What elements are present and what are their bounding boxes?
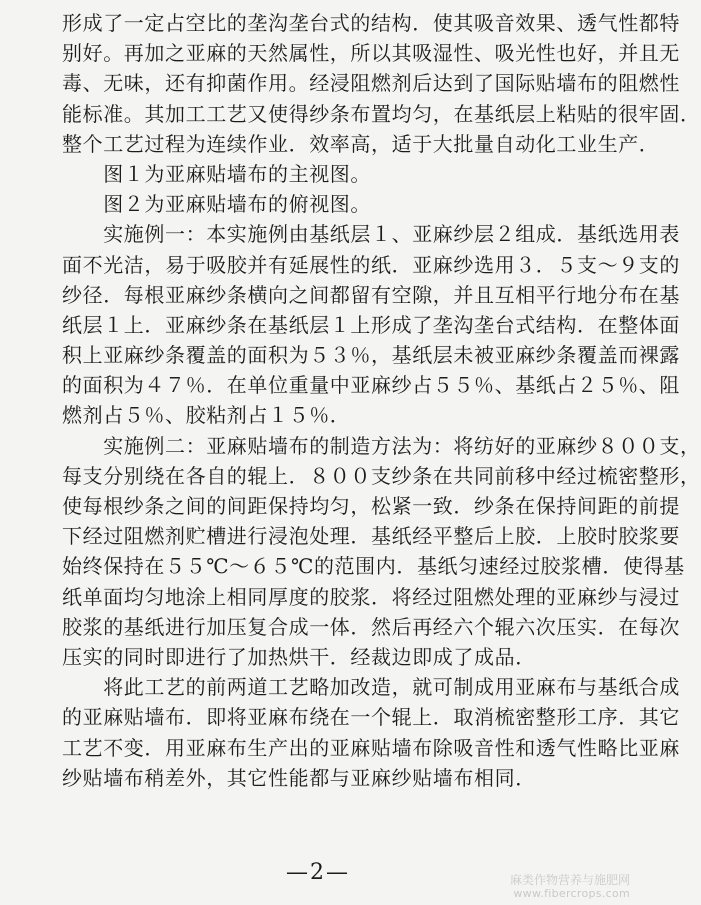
text-line: 实施例一：本实施例由基纸层１、亚麻纱层２组成．基纸选用表 <box>62 222 680 247</box>
text-line: 始终保持在５５℃～６５℃的范围内．基纸匀速经过胶浆槽．使得基 <box>62 554 685 579</box>
text-line: 的亚麻贴墙布．即将亚麻布绕在一个辊上．取消梳密整形工序．其它 <box>62 705 680 730</box>
text-line: 别好。再加之亚麻的天然属性，所以其吸湿性、吸光性也好，并且无 <box>62 41 680 66</box>
text-line: 图１为亚麻贴墙布的主视图。 <box>62 161 371 186</box>
text-line: 燃剂占５％、胶粘剂占１５％． <box>62 403 351 428</box>
text-line: 图２为亚麻贴墙布的俯视图。 <box>62 192 371 217</box>
text-line: 实施例二：亚麻贴墙布的制造方法为：将纺好的亚麻纱８００支， <box>62 433 701 458</box>
text-line: 纱径．每根亚麻纱条横向之间都留有空隙，并且互相平行地分布在基 <box>62 282 680 307</box>
text-line: 每支分别绕在各自的辊上．８００支纱条在共同前移中经过梳密整形， <box>62 463 701 488</box>
text-line: 胶浆的基纸进行加压复合成一体．然后再经六个辊六次压实．在每次 <box>62 614 680 639</box>
text-line: 面不光洁，易于吸胶并有延展性的纸．亚麻纱选用３．５支～９支的 <box>62 252 680 277</box>
text-line: 将此工艺的前两道工艺略加改造，就可制成用亚麻布与基纸合成 <box>62 675 680 700</box>
text-line: 积上亚麻纱条覆盖的面积为５３％，基纸层未被亚麻纱条覆盖而裸露 <box>62 343 680 368</box>
text-line: 压实的同时即进行了加热烘干．经裁边即成了成品． <box>62 644 536 669</box>
text-line: 纸层１上．亚麻纱条在基纸层１上形成了垄沟垄台式结构．在整体面 <box>62 312 680 337</box>
text-line: 毒、无味，还有抑菌作用。经浸阻燃剂后达到了国际贴墙布的阻燃性 <box>62 71 680 96</box>
page-number: —2— <box>286 860 350 885</box>
watermark <box>510 873 630 901</box>
text-line: 纸单面均匀地涂上相同厚度的胶浆．将经过阻燃处理的亚麻纱与浸过 <box>62 584 680 609</box>
text-line: 下经过阻燃剂贮槽进行浸泡处理．基纸经平整后上胶．上胶时胶浆要 <box>62 524 680 549</box>
text-line: 工艺不变．用亚麻布生产出的亚麻贴墙布除吸音性和透气性略比亚麻 <box>62 735 680 760</box>
text-line: 使每根纱条之间的间距保持均匀，松紧一致．纱条在保持间距的前提 <box>62 494 680 518</box>
text-line: 整个工艺过程为连续作业．效率高，适于大批量自动化工业生产． <box>62 131 660 156</box>
text-line: 能标准。其加工工艺又使得纱条布置均匀，在基纸层上粘贴的很牢固． <box>62 101 701 126</box>
text-line: 形成了一定占空比的垄沟垄台式的结构．使其吸音效果、透气性都特 <box>62 11 680 35</box>
text-line: 纱贴墙布稍差外，其它性能都与亚麻纱贴墙布相同． <box>62 765 536 790</box>
watermark-url: www.fibercrops.com <box>513 887 630 900</box>
watermark-title: 麻类作物营养与施肥网 <box>509 873 630 887</box>
body-text <box>62 8 701 793</box>
text-line: 的面积为４７％．在单位重量中亚麻纱占５５％、基纸占２５％、阻 <box>62 373 680 398</box>
